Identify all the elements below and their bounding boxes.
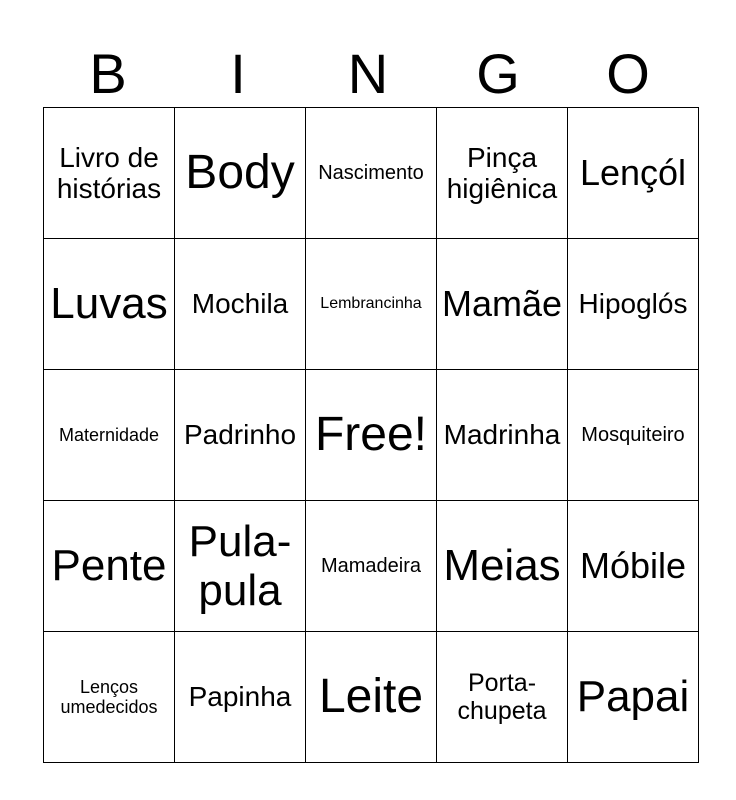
board-row-3 (44, 370, 699, 501)
bingo-cell: Lenços umedecidos (44, 632, 175, 763)
bingo-cell: Maternidade (44, 370, 175, 501)
bingo-cell: Body (175, 108, 306, 239)
bingo-cell: Lençól (568, 108, 699, 239)
board-row-1 (44, 108, 699, 239)
bingo-cell: Lembrancinha (306, 239, 437, 370)
header-letter-o: O (606, 42, 650, 105)
free-space-cell: Free! (306, 370, 437, 501)
bingo-cell: Pente (44, 501, 175, 632)
bingo-cell: Hipoglós (568, 239, 699, 370)
bingo-cell: Meias (437, 501, 568, 632)
bingo-cell: Móbile (568, 501, 699, 632)
bingo-cell: Pinça higiênica (437, 108, 568, 239)
header-letter-n: N (347, 42, 389, 105)
bingo-cell: Porta-chupeta (437, 632, 568, 763)
bingo-cell: Pula-pula (175, 501, 306, 632)
bingo-cell: Luvas (44, 239, 175, 370)
bingo-cell: Papai (568, 632, 699, 763)
bingo-cell: Mamadeira (306, 501, 437, 632)
bingo-cell: Madrinha (437, 370, 568, 501)
header-letter-g: G (476, 42, 520, 105)
bingo-cell: Padrinho (175, 370, 306, 501)
header-letter-i: I (230, 42, 246, 105)
header-letter-b: B (89, 42, 127, 105)
bingo-cell: Papinha (175, 632, 306, 763)
bingo-cell: Nascimento (306, 108, 437, 239)
bingo-header (43, 40, 693, 108)
bingo-cell: Leite (306, 632, 437, 763)
bingo-cell: Mosquiteiro (568, 370, 699, 501)
bingo-board (43, 107, 699, 763)
board-row-4 (44, 501, 699, 632)
bingo-cell: Mamãe (437, 239, 568, 370)
bingo-cell: Mochila (175, 239, 306, 370)
board-row-5 (44, 632, 699, 763)
bingo-cell: Livro de histórias (44, 108, 175, 239)
board-row-2 (44, 239, 699, 370)
